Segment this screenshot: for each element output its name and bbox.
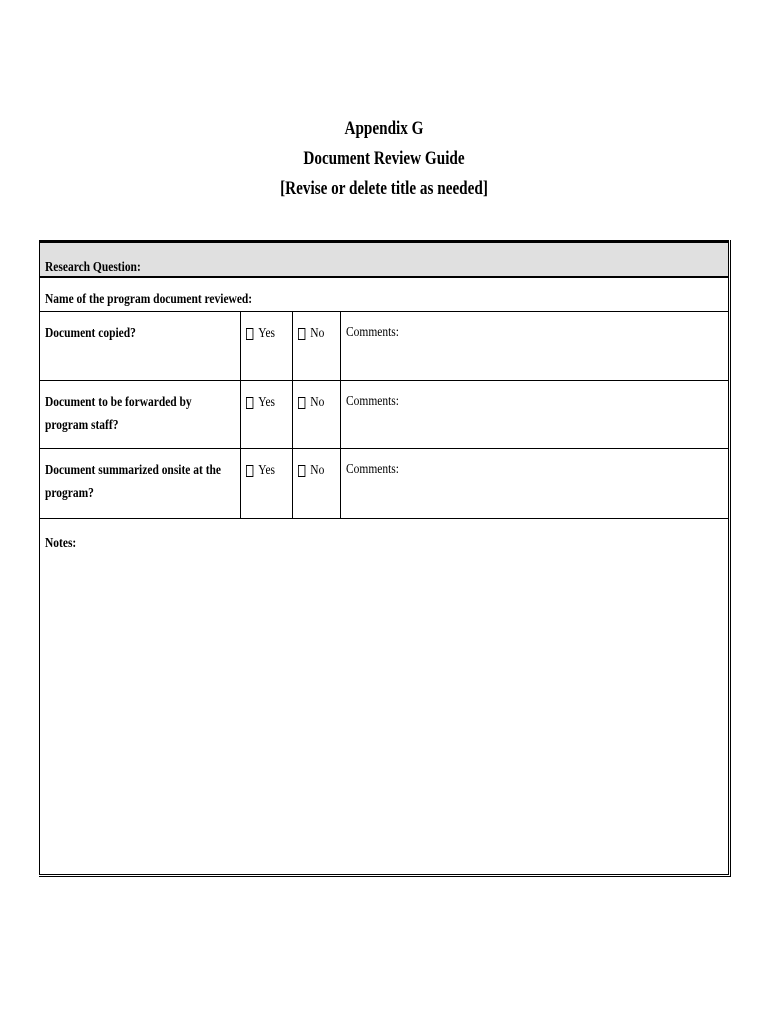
comments-cell[interactable] [340,381,728,448]
yes-label: Yes [258,395,276,410]
document-name-label: Name of the program document reviewed: [45,292,253,307]
no-option[interactable] [298,325,324,343]
yes-label: Yes [258,326,276,341]
comments-cell[interactable] [340,449,728,518]
no-option[interactable] [298,462,324,480]
comments-label: Comments: [346,325,399,340]
yes-label: Yes [258,463,276,478]
yes-option[interactable] [246,394,275,412]
no-cell [292,312,341,380]
research-question-label: Research Question: [45,260,141,275]
yes-option[interactable] [246,462,275,480]
question-row-document-forwarded [40,381,728,449]
comments-label: Comments: [346,462,399,477]
guide-title: Document Review Guide [303,148,465,169]
yes-checkbox[interactable] [246,328,253,340]
question-row-document-summarized [40,449,728,519]
appendix-title: Appendix G [344,118,424,139]
question-label [45,322,136,345]
document-review-form [39,240,729,875]
question-label-line1: Document copied? [45,326,136,341]
document-name-row[interactable] [40,278,728,312]
question-label-line2: program staff? [45,418,119,433]
question-label-line1: Document to be forwarded by [45,395,192,410]
comments-cell[interactable] [340,312,728,380]
yes-checkbox[interactable] [246,397,253,409]
title-note: [Revise or delete title as needed] [280,178,488,199]
no-label: No [310,395,325,410]
question-row-document-copied [40,312,728,381]
yes-cell [240,449,293,518]
no-label: No [310,326,325,341]
no-cell [292,449,341,518]
no-checkbox[interactable] [298,465,305,477]
question-label [45,459,221,505]
yes-option[interactable] [246,325,275,343]
notes-area[interactable] [40,519,728,874]
no-label: No [310,463,325,478]
no-cell [292,381,341,448]
yes-cell [240,381,293,448]
question-label [45,391,192,437]
question-label-line1: Document summarized onsite at the [45,463,222,478]
notes-label: Notes: [45,536,77,551]
comments-label: Comments: [346,394,399,409]
question-label-line2: program? [45,486,94,501]
yes-cell [240,312,293,380]
no-option[interactable] [298,394,324,412]
yes-checkbox[interactable] [246,465,253,477]
no-checkbox[interactable] [298,328,305,340]
research-question-row[interactable] [40,241,728,278]
title-block [0,114,768,204]
no-checkbox[interactable] [298,397,305,409]
